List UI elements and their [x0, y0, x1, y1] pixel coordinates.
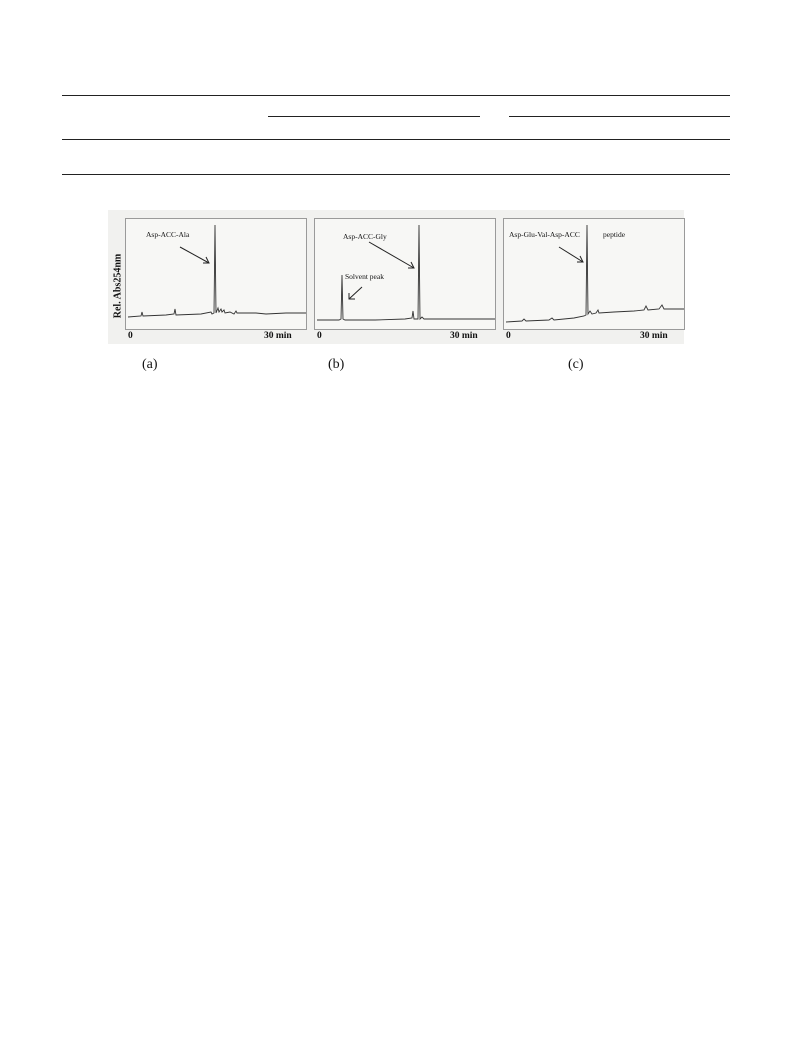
panel-c-peak-label-suffix: peptide [603, 230, 626, 239]
panel-a-peak-label: Asp-ACC-Ala [146, 230, 190, 239]
panel-a-x-end: 30 min [264, 331, 292, 341]
y-axis-label [110, 246, 126, 326]
panel-b-x-start: 0 [317, 331, 322, 341]
table-bottom-rule [62, 174, 730, 175]
y-axis-label-text: Rel. Abs254nm [112, 253, 124, 319]
caption-c: (c) [568, 357, 584, 372]
chromatogram-figure [108, 210, 684, 344]
panel-c-x-start: 0 [506, 331, 511, 341]
panel-b-x-end: 30 min [450, 331, 478, 341]
panel-a-x-start: 0 [128, 331, 133, 341]
panel-a [125, 218, 307, 330]
panel-c-peak-label: Asp-Glu-Val-Asp-ACC [509, 230, 580, 239]
table-top-rule [62, 95, 730, 96]
panel-b-solvent-label: Solvent peak [345, 272, 384, 281]
caption-a: (a) [142, 357, 158, 372]
panel-c-x-end: 30 min [640, 331, 668, 341]
table-mid-rule [62, 139, 730, 140]
panel-b-peak-label: Asp-ACC-Gly [343, 232, 387, 241]
caption-b: (b) [328, 357, 345, 372]
table-group-rule-right [509, 116, 730, 117]
table-group-rule-left [268, 116, 480, 117]
panel-b [314, 218, 496, 330]
panel-c [503, 218, 685, 330]
